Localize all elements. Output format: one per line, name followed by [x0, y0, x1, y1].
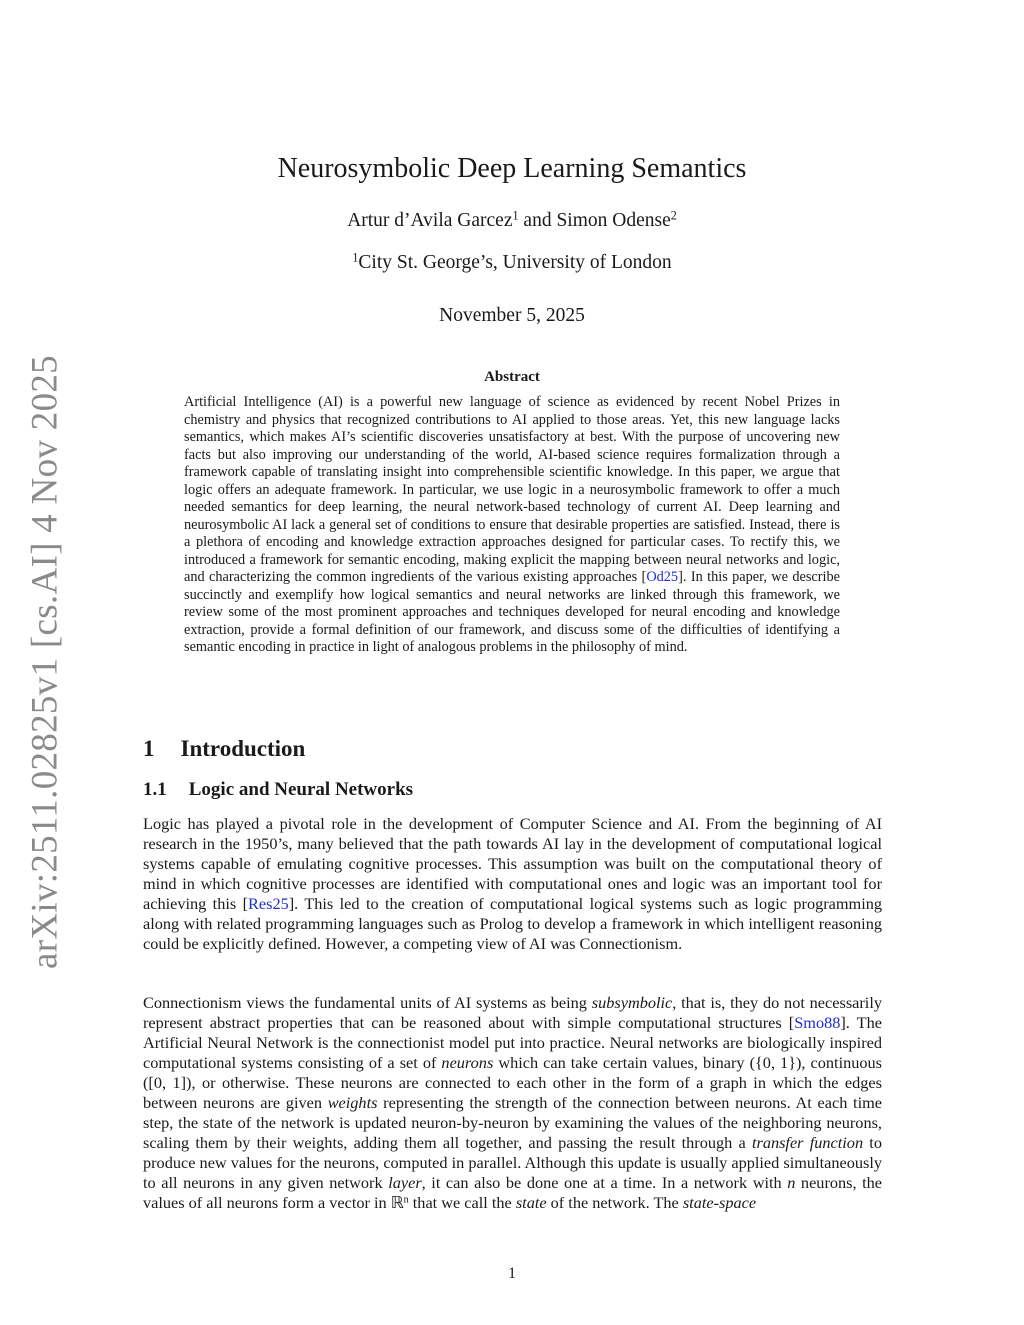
paper-title: Neurosymbolic Deep Learning Semantics	[277, 153, 747, 184]
author-line	[0, 210, 1024, 232]
citation-link[interactable]: Smo88	[794, 1013, 841, 1032]
affiliation-name: City St. George’s, University of London	[358, 252, 672, 273]
paragraph-text: , that is, they do not necessarily represent abstract properties that can be reasoned about with simple computational structures [	[143, 993, 882, 1032]
abstract-heading: Abstract	[484, 369, 540, 385]
paragraph-text: that we call the	[408, 1193, 516, 1212]
abstract-text-part: ]. In this paper, we describe succinctly and exemplify how logical semantics and neural networks are linked through this framework, we review some of the most prominent approaches and techniques developed for neural encoding and knowledge extraction, provide a formal definition of our framework, and discuss some of the difficulties of identifying a semantic encoding in practice in light of analogous problems in the philosophy of mind.	[184, 569, 840, 655]
affiliation-line	[0, 252, 1024, 274]
paragraph-text: , it can also be done one at a time. In a network with	[421, 1173, 788, 1192]
emphasized-term: transfer function	[751, 1133, 864, 1152]
emphasized-term: neurons	[441, 1053, 494, 1072]
body-paragraph	[143, 993, 882, 1213]
paper-date: November 5, 2025	[439, 305, 585, 326]
emphasized-term: state	[515, 1193, 547, 1212]
arxiv-identifier-stamp: arXiv:2511.02825v1 [cs.AI] 4 Nov 2025	[24, 355, 66, 969]
math-superscript: n	[403, 1194, 409, 1206]
subsection-title: Logic and Neural Networks	[188, 779, 414, 800]
author-conjunction: and	[518, 210, 557, 231]
emphasized-term: state-space	[682, 1193, 757, 1212]
paragraph-text: of the network. The	[546, 1193, 683, 1212]
paragraph-text: representing the strength of the connection between neurons. At each time step, the state of the network is updated neuron-by-neuron by examining the values of the neighboring neurons, scaling them by their weights, adding them all together, and passing the result through a	[143, 1093, 882, 1152]
paragraph-text: ]. This led to the creation of computational logical systems such as logic programming along with related programming languages such as Prolog to develop a framework in which intelligent reasoning could be explicitly defined. However, a competing view of AI was Connectionism.	[143, 894, 883, 953]
math-variable: n	[787, 1173, 796, 1192]
paragraph-text: which can take certain values, binary ({0, 1}), continuous ([0, 1]), or otherwise. These neurons are connected to each other in the form of a graph in which the edges between neurons are given	[143, 1053, 882, 1112]
citation-link[interactable]: Od25	[646, 569, 679, 585]
citation-link[interactable]: Res25	[248, 894, 289, 913]
body-paragraph	[143, 814, 882, 954]
paragraph-text: neurons, the values of all neurons form a vector in ℝ	[143, 1173, 883, 1212]
paragraph-text: Logic has played a pivotal role in the development of Computer Science and AI. From the beginning of AI research in the 1950’s, many believed that the path towards AI lay in the development of computational logical systems capable of emulating cognitive processes. This assumption was built on the computational theory of mind in which cognitive processes are identified with computational ones and logic was an important tool for achieving this [	[143, 814, 882, 913]
affiliation-marker: 1	[352, 250, 359, 265]
abstract-text-part: Artificial Intelligence (AI) is a powerful new language of science as evidenced by recent Nobel Prizes in chemistry and physics that recognized contributions to AI applied to those areas. Yet, this new language lacks semantics, which makes AI’s scientific discoveries unsatisfactory at best. With the purpose of uncovering new facts but also improving our understanding of the world, AI-based science requires formalization through a framework capable of translating insight into comprehensible scientific knowledge. In this paper, we argue that logic offers an adequate framework. In particular, we use logic in a neurosymbolic framework to offer a much needed semantics for deep learning, the neural network-based technology of current AI. Deep learning and neurosymbolic AI lack a general set of conditions to ensure that desirable properties are satisfied. Instead, there is a plethora of encoding and knowledge extraction approaches designed for particular cases. To rectify this, we introduced a framework for semantic encoding, making explicit the mapping between neural networks and logic, and characterizing the common ingredients of the various existing approaches [	[184, 394, 840, 585]
paragraph-text: ]. The Artificial Neural Network is the connectionist model put into practice. Neural networks are biologically inspired computational systems consisting of a set of	[143, 1013, 882, 1072]
author-name: Artur d’Avila Garcez	[347, 210, 513, 231]
section-heading	[143, 736, 305, 762]
affiliation-marker: 2	[670, 208, 677, 223]
emphasized-term: subsymbolic	[591, 993, 673, 1012]
paragraph-text: to produce new values for the neurons, computed in parallel. Although this update is usually applied simultaneously to all neurons in any given network	[143, 1133, 882, 1192]
section-number: 1	[143, 736, 155, 761]
emphasized-term: layer	[388, 1173, 422, 1192]
author-name: Simon Odense	[556, 210, 671, 231]
abstract-text	[184, 394, 840, 657]
section-title: Introduction	[180, 736, 306, 761]
page-number: 1	[508, 1265, 516, 1282]
subsection-heading	[143, 779, 413, 801]
paragraph-text: Connectionism views the fundamental units of AI systems as being	[143, 993, 592, 1012]
emphasized-term: weights	[327, 1093, 378, 1112]
affiliation-marker: 1	[512, 208, 519, 223]
subsection-number: 1.1	[143, 779, 167, 800]
